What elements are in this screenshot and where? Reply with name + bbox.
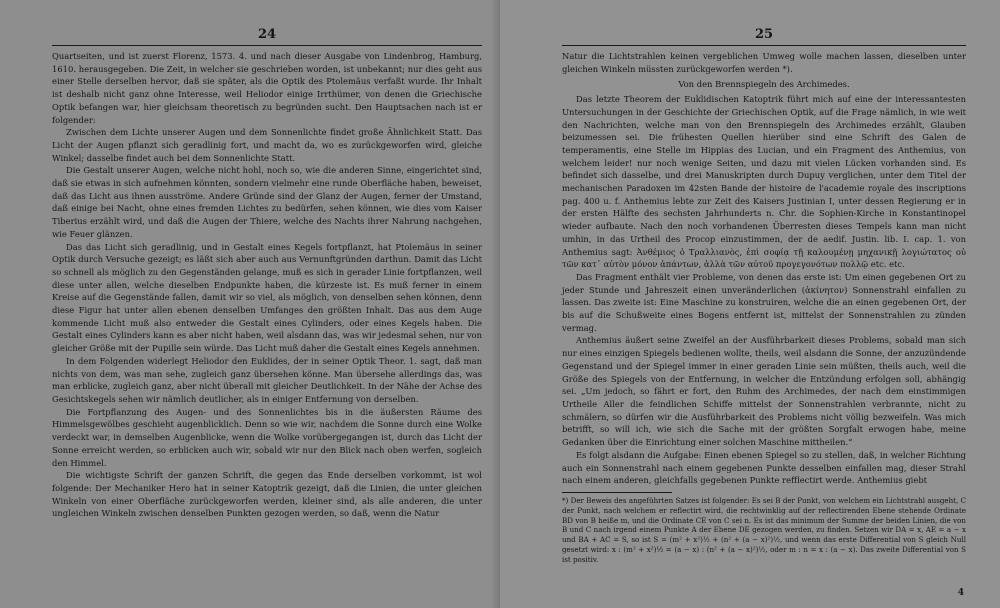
right-paragraph-3: Anthemius äußert seine Zweifel an der Ausführbarkeit dieses Problems, sobald man sich nur eines einzigen Spiegels bedienen wollte, theils, weil alsdann die Sonne, der anzuzündende Gegenstand und der Spiegel immer in einer geraden Linie sein müßten, theils auch, weil die Größe des Spiegels von der Entfernung, in welcher die Entzündung erfolgen soll, abhängig sei. „Um jedoch, so fährt er fort, den Ruhm des Archimedes, der nach dem einstimmigen Urtheile Aller die feindlichen Schiffe mittelst der Sonnenstrahlen verbrannte, nicht zu schmälern, so dürfen wir die Ausführbarkeit des Problems nicht völlig bezweifeln. Was mich betrifft, so will ich, wie sich die Sache mit der größten Sorgfalt erwogen habe, meine Gedanken über die Einrichtung einer solchen Maschine mittheilen.“ [562, 335, 966, 448]
left-paragraph-2: Zwischen dem Lichte unserer Augen und dem Sonnenlichte findet große Ähnlichkeit Statt. Das Licht der Augen pflanzt sich geradlinig fort, und macht da, wo es zurückgeworfen wird, gleiche Winkel; dasselbe findet auch bei dem Sonnenlichte Statt. [52, 127, 482, 163]
left-paragraph-4: Das das Licht sich geradlinig, und in Gestalt eines Kegels fortpflanzt, hat Ptolemäus in seiner Optik durch Versuche gezeigt; es läßt sich aber auch aus Vernunftgründen darthun. Damit das Licht so schnell als möglich zu den Gegenständen gelange, muß es sich in gerader Linie fortpflanzen, weil diese unter allen, welche dieselben Endpunkte haben, die kürzeste ist. Es muß ferner in einem Kreise auf die Gegenstände fallen, damit wir so viel, als möglich, von denselben sehen können, denn diese Figur hat unter allen ebenen denselben Umfanges den größten Inhalt. Das aus dem Auge kommende Licht muß also entweder die Gestalt eines Cylinders, oder eines Kegels haben. Die Gestalt eines Cylinders kann es aber nicht haben, weil alsdann das, was wir jedesmal sehen, nur von gleicher Größe mit der Pupille sein würde. Das Licht muß daher die Gestalt eines Kegels annehmen. [52, 241, 482, 354]
right-paragraph-2: Das Fragment enthält vier Probleme, von denen das erste ist: Um einen gegebenen Ort zu jeder Stunde und Jahreszeit einen unveränderlichen (ἀκίνητον) Sonnenstrahl einfallen zu lassen. Das zweite ist: Eine Maschine zu konstruiren, welche die an einen gegebenen Ort, der bis auf die Schußweite eines Bogens entfernt ist, mittelst der Sonnenstrahlen zu zünden vermag. [562, 271, 966, 333]
left-paragraph-6: Die Fortpflanzung des Augen- und des Sonnenlichtes bis in die äußersten Räume des Himmelsgewölbes geschieht augenblicklich. Denn so wie wir, nachdem die Sonne durch eine Wolke verdeckt war, in demselben Augenblicke, wenn die Wolke vorübergegangen ist, durch das Licht der Sonne erreicht werden, so erblicken auch wir, sobald wir nur den Blick nach oben werfen, sogleich den Himmel. [52, 406, 482, 468]
left-paragraph-5: In dem Folgenden widerlegt Heliodor den Euklides, der in seiner Optik Theor. 1. sagt, daß man nichts von dem, was man sehe, zugleich ganz übersehen könne. Man übersehe allerdings das, was man erblicke, zugleich ganz, aber nicht überall mit gleicher Deutlichkeit. In der Nähe der Achse des Gesichtskegels sehen wir nämlich deutlicher, als in einiger Entfernung von derselben. [52, 355, 482, 404]
left-paragraph-3: Die Gestalt unserer Augen, welche nicht hohl, noch so, wie die anderen Sinne, eingerichtet sind, daß sie etwas in sich aufnehmen könnten, sondern vielmehr eine runde Oberfläche haben, beweiset, daß das Licht aus ihnen ausströme. Andere Gründe sind der Glanz der Augen, ferner der Umstand, daß einige bei Nacht, ohne eines fremden Lichtes zu bedürfen, sehen können, wie dies vom Kaiser Tiberius erzählt wird, und daß die Augen der Thiere, welche des Nachts ihrer Nahrung nachgehen, wie Feuer glänzen. [52, 165, 482, 239]
page-number-left: 24 [257, 27, 277, 42]
right-intro-paragraph: Natur die Lichtstrahlen keinen vergeblichen Umweg wolle machen lassen, dieselben unter gleichen Winkeln müssten zurückgeworfen werden *). [562, 51, 966, 74]
signature-mark: 4 [957, 588, 964, 598]
section-heading: Von den Brennspiegeln des Archimedes. [678, 79, 850, 90]
header-rule-right [562, 45, 966, 46]
footnote-rule [562, 492, 672, 493]
right-page [500, 0, 1000, 608]
header-rule-left [52, 45, 482, 46]
footnote: *) Der Beweis des angeführten Satzes ist folgender: Es sei B der Punkt, von welchem ein Lichtstrahl ausgeht, C der Punkt, nach welchem er reflectirt wird, die rechtwinklig auf der reflectirenden Ebene stehende Ordinate BD von B heiße m, und die Ordinate CE von C sei n. Es ist das minimum der Summe der beiden Linien, die von B und C nach irgend einem Punkte A der Ebene DE gezogen werden, zu finden. Setzen wir DA = x, AE = a − x und BA + AC = S, so ist S = (m² + x²)½ + (n² + (a − x)²)½, und wenn das erste Differential von S gleich Null gesetzt wird: x : (m² + x²)½ = (a − x) : (n² + (a − x)²)½, oder m : n = x : (a − x). Das zweite Differential von S ist positiv. [562, 495, 966, 564]
right-paragraph-4: Es folgt alsdann die Aufgabe: Einen ebenen Spiegel so zu stellen, daß, in welcher Richtung auch ein Sonnenstrahl nach einem gegebenen Punkte desselben einfallen mag, dieser Strahl nach einem anderen, gleichfalls gegebenen Punkte refflectirt werde. Anthemius giebt [562, 449, 966, 486]
left-paragraph-1: Quartseiten, und ist zuerst Florenz, 1573. 4. und nach dieser Ausgabe von Lindenbrog, Hamburg, 1610. herausgegeben. Die Zeit, in welcher sie geschrieben worden, ist unbekannt; nur dies geht aus einer Stelle derselben hervor, daß sie später, als die Optik des Ptolemäus verfaßt wurde. Ihr Inhalt ist deshalb nicht ganz ohne Interesse, weil Heliodor einige Irrthümer, von denen die Griechische Optik befangen war, hier gleichsam theoretisch zu begründen sucht. Den Hauptsachen nach ist er folgender: [52, 51, 482, 125]
page-number-right: 25 [754, 27, 774, 42]
left-paragraph-7: Die wichtigste Schrift der ganzen Schrift, die gegen das Ende derselben vorkommt, ist wol folgende: Der Mechaniker Hero hat in seiner Katoptrik gezeigt, daß die Linien, die unter gleichen Winkeln von einer Oberfläche zurückgeworfen werden, kleiner sind, als alle anderen, die unter ungleichen Winkeln zwischen denselben Punkten gezogen werden, so daß, wenn die Natur [52, 470, 482, 519]
right-paragraph-1: Das letzte Theorem der Euklidischen Katoptrik führt mich auf eine der interessantesten Untersuchungen in der Geschichte der Griechischen Optik, auf die Frage nämlich, in wie weit den Nachrichten, welche man von den Brennspiegeln des Archimedes erzählt, Glauben beizumessen sei. Die frühesten Quellen hierüber sind eine Schrift des Galen de temperamentis, eine Stelle im Hippias des Lucian, und ein Fragment des Anthemius, von welchem leider! nur noch wenige Seiten, und dazu mit vielen Lücken vorhanden sind. Es befindet sich dasselbe, und drei Manuskripten durch Dupuy verglichen, unter dem Titel der mechanischen Paradoxen im 42sten Bande der histoire de l'academie royale des inscriptions pag. 400 u. f. Anthemius lebte zur Zeit des Kaisers Justinian I, unter dessen Regierung er in der ersten Hälfte des sechsten Jahrhunderts n. Chr. die Sophien-Kirche in Konstantinopel wieder aufbaute. Nach den noch vorhandenen Überresten dieses Tempels kann man nicht umhin, in das Urtheil des Procop einzustimmen, der de aedif. Justin. lib. I. cap. 1. von Anthemius sagt: Ἀνθέμιος ὁ Τραλλιανὸς, ἐπὶ σοφίᾳ τῇ καλουμένῃ μηχανικῇ λογιώτατος οὐ τῶν κατ᾽ αὐτὸν μόνον ἀπάντων, ἀλλὰ τῶν αὐτοῦ προγεγονότων πολλῷ etc. etc. [562, 94, 966, 270]
